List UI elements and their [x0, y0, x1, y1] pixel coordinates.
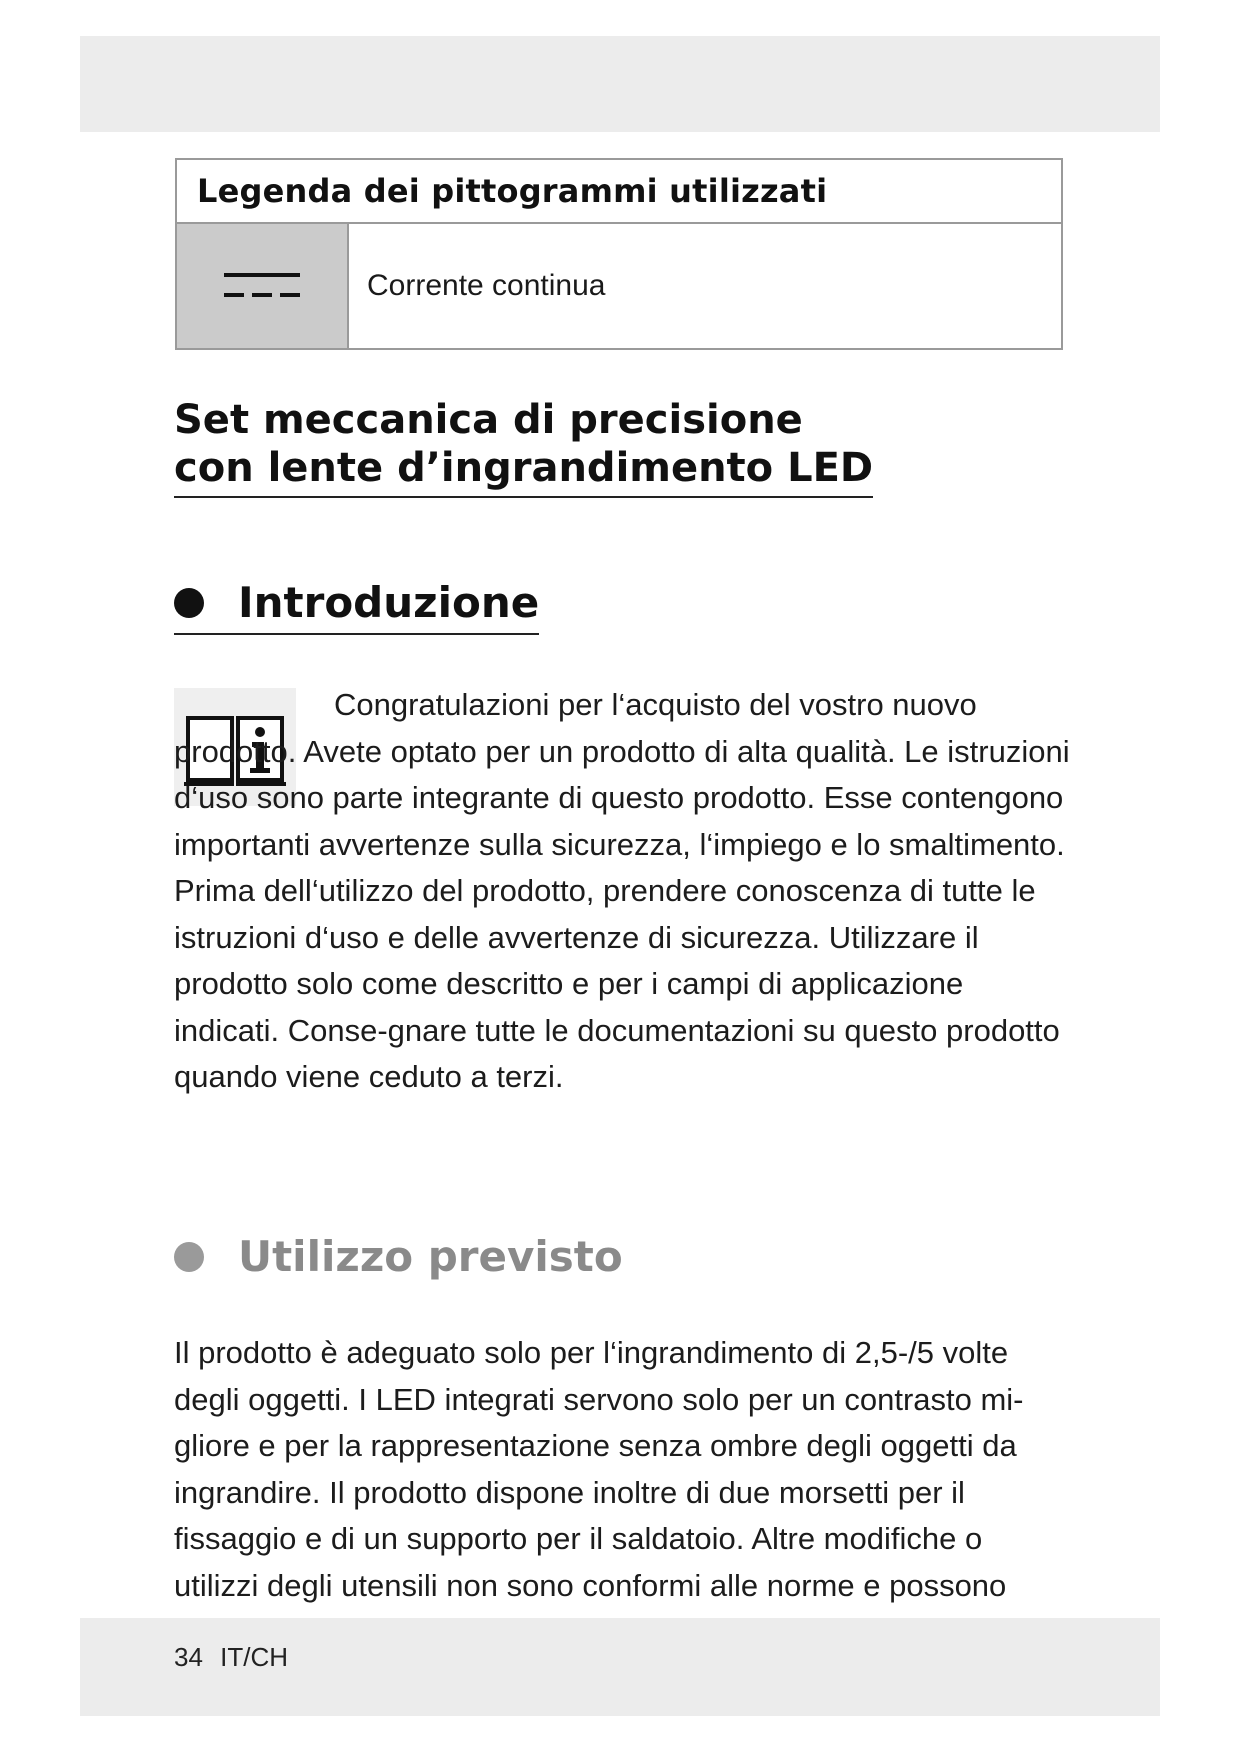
pictogram-legend-table	[175, 158, 1063, 350]
product-title	[174, 396, 873, 498]
header-band	[80, 36, 1160, 132]
product-title-line1: Set meccanica di precisione	[174, 397, 803, 443]
introduction-text: Congratulazioni per l‘acquisto del vostro nuovo prodotto. Avete optato per un prodotto di alta qualità. Le istruzioni d‘uso sono parte integrante di questo prodotto. Esse contengono importanti avvertenze sulla sicurezza, l‘impiego e lo smaltimento. Prima dell‘utilizzo del prodotto, prendere conoscenza di tutte le istruzioni d‘uso e delle avvertenze di sicurezza. Utilizzare il prodotto solo come descritto e per i campi di applicazione indicati. Conse-gnare tutte le documentazioni su questo prodotto quando viene ceduto a terzi.	[174, 687, 1070, 1094]
bullet-icon	[174, 1242, 204, 1272]
section-heading: Introduzione	[238, 578, 540, 627]
page-number: 34	[174, 1642, 203, 1672]
product-title-line2: con lente d’ingrandimento LED	[174, 445, 874, 491]
intended-use-text: Il prodotto è adeguato solo per l‘ingrandimento di 2,5-/5 volte degli oggetti. I LED integrati servono solo per un contrasto mi-gliore e per la rappresentazione senza ombre degli oggetti da ingrandire. Il prodotto dispone inoltre di due morsetti per il fissaggio e di un supporto per il saldatoio. Altre modifiche o utilizzi degli utensili non sono conformi alle norme e possono	[174, 1335, 1024, 1603]
section-heading: Utilizzo previsto	[238, 1232, 623, 1281]
legend-row	[177, 224, 1061, 348]
section-introduction	[174, 578, 539, 635]
page-footer	[174, 1642, 288, 1673]
direct-current-icon	[177, 224, 349, 348]
bullet-icon	[174, 588, 204, 618]
legend-title: Legenda dei pittogrammi utilizzati	[177, 160, 1061, 224]
section-intended-use	[174, 1232, 623, 1281]
legend-label: Corrente continua	[367, 269, 606, 302]
locale-code: IT/CH	[220, 1642, 289, 1672]
